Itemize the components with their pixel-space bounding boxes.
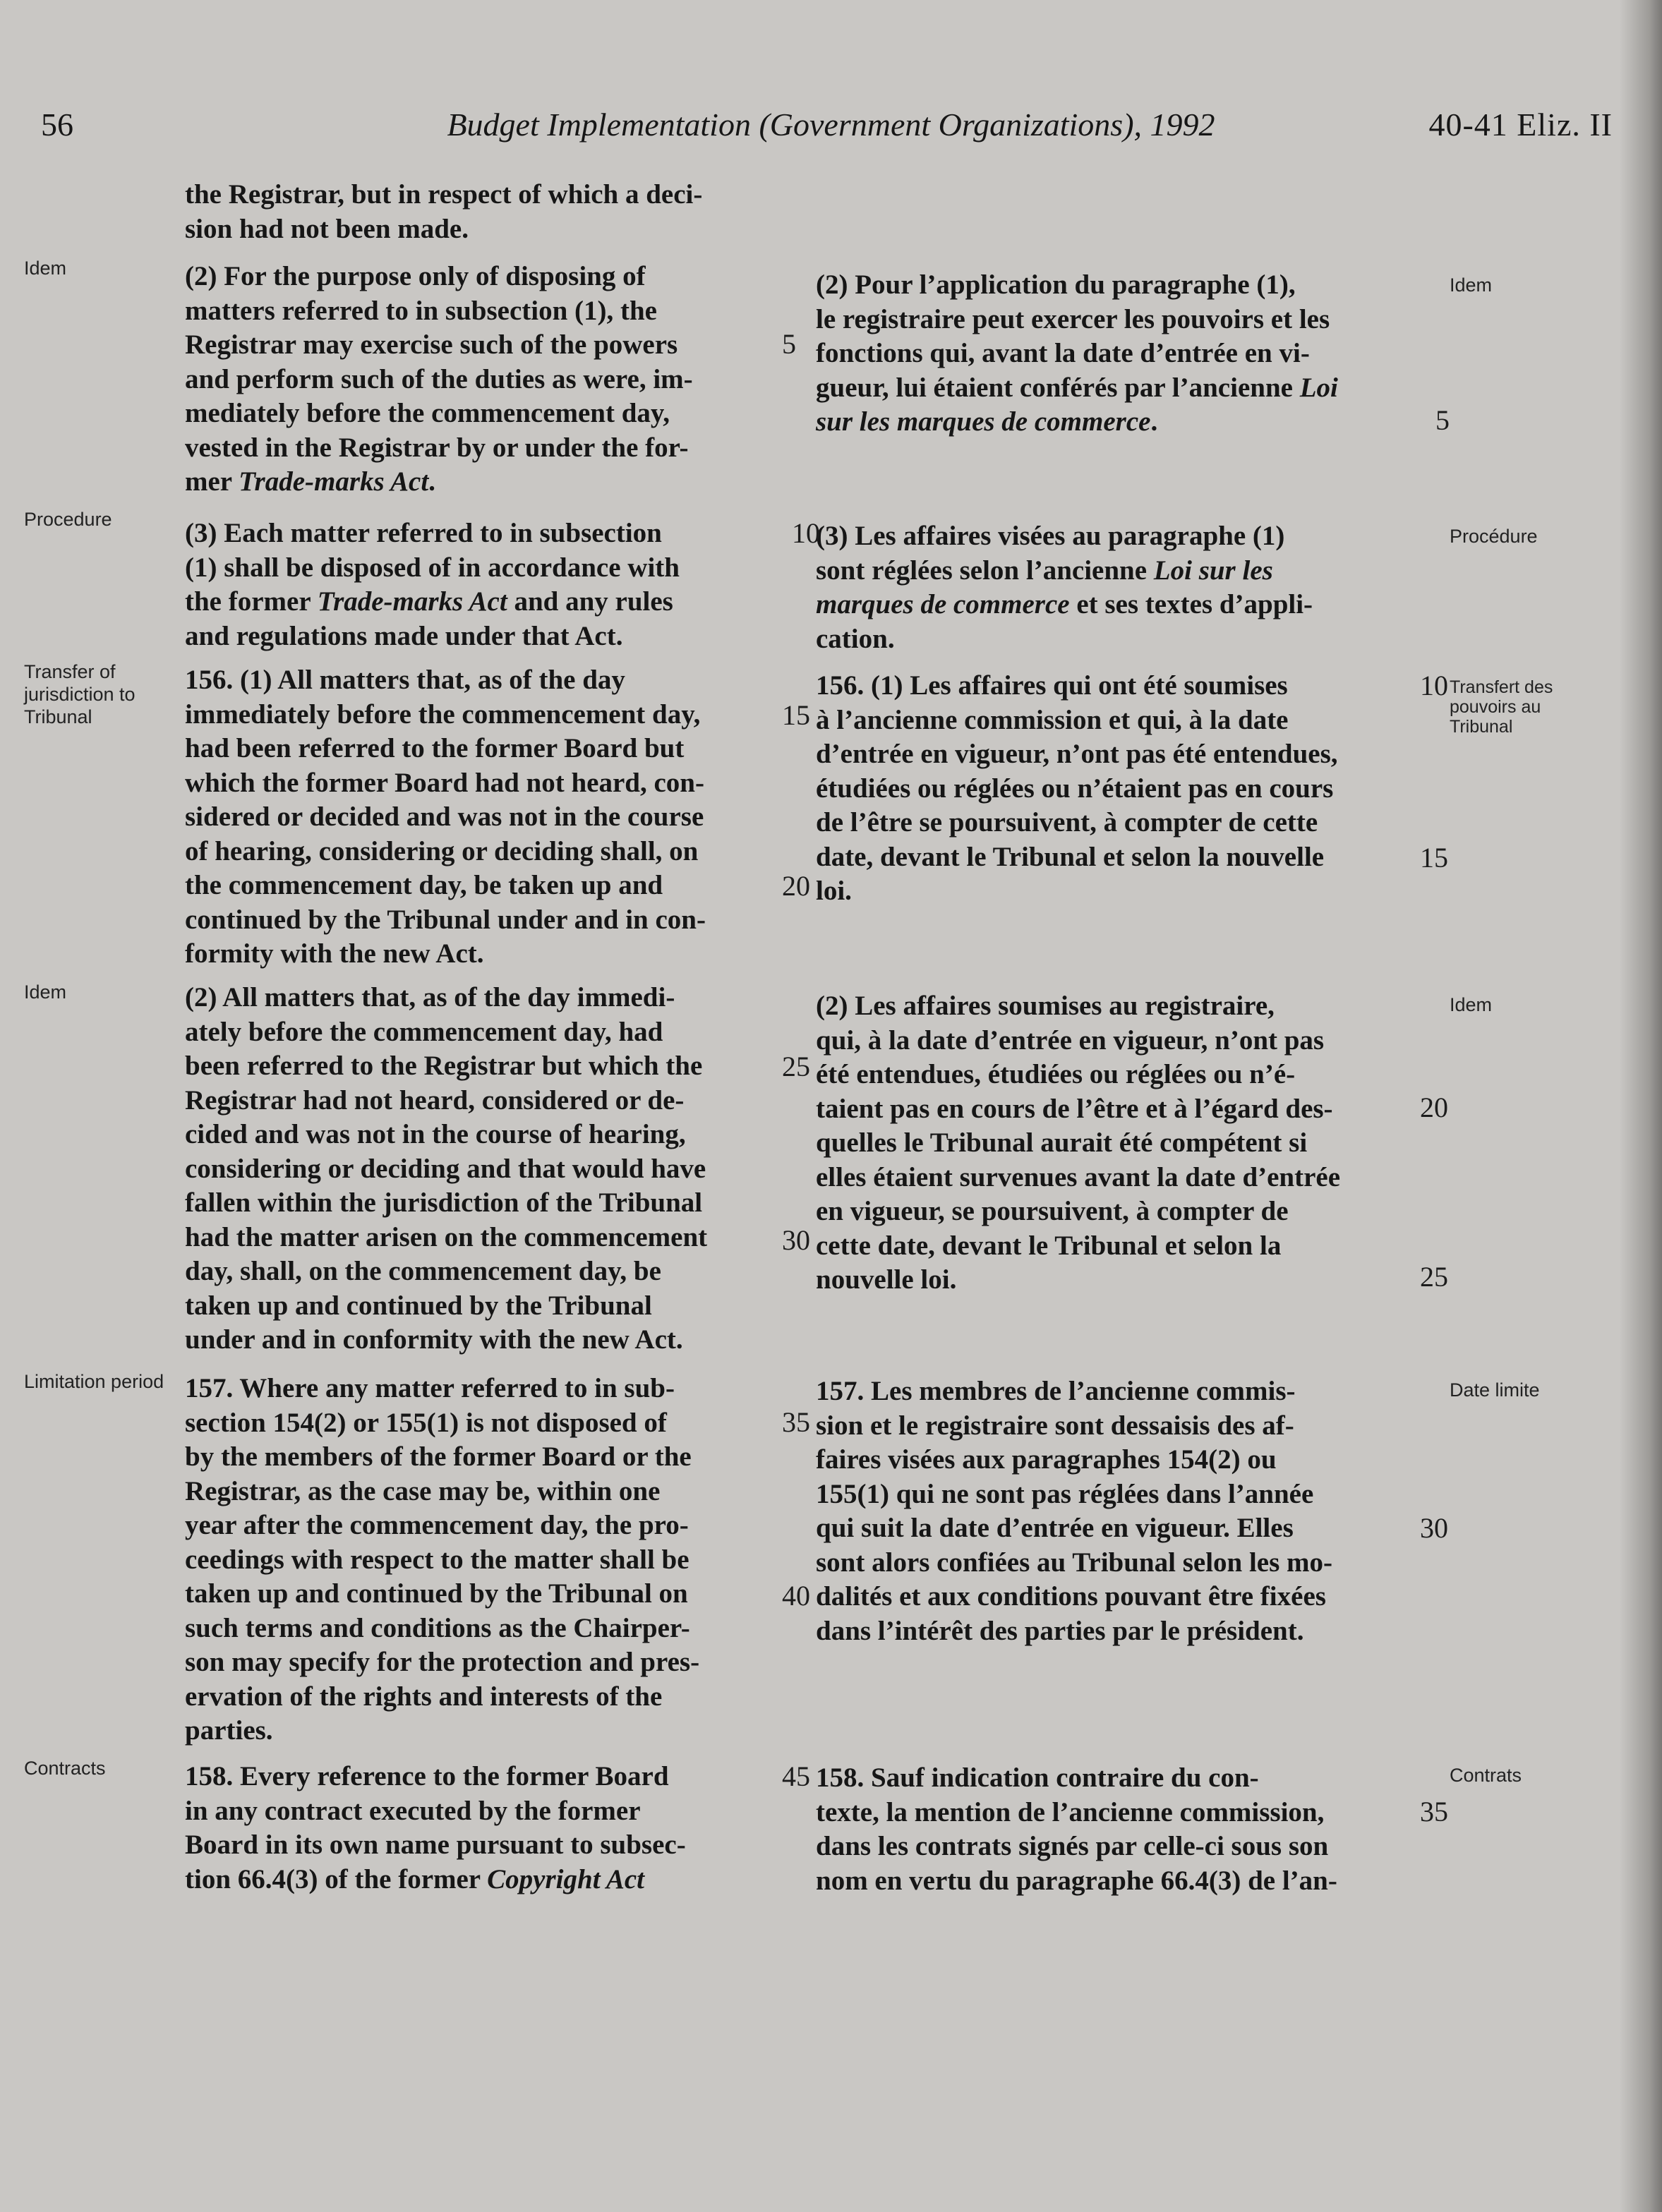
page-edge-shadow: [1620, 0, 1662, 2212]
regnal-year: 40-41 Eliz. II: [1428, 107, 1613, 143]
margin-note-contracts: Contracts: [24, 1758, 106, 1779]
line-number-fr: 10: [1420, 670, 1448, 701]
line-number-fr: 25: [1420, 1261, 1448, 1293]
page-number: 56: [41, 107, 73, 143]
margin-note-idem-fr: Idem: [1450, 994, 1493, 1015]
line-number-fr: 20: [1420, 1092, 1448, 1123]
english-paragraph-continuation: the Registrar, but in respect of which a deci- sion had not been made.: [185, 179, 703, 244]
line-number-en: 25: [782, 1051, 810, 1082]
margin-note-idem: Idem: [24, 258, 67, 279]
margin-note-procedure: Procedure: [24, 509, 112, 530]
english-paragraph-155-3: (3) Each matter referred to in subsection (1) shall be disposed of in accordance with the former Trade-marks Act and any rules and regulations made under that Act.: [185, 518, 680, 651]
running-title: Budget Implementation (Government Organizations), 1992: [447, 107, 1215, 143]
line-number-fr: 15: [1420, 842, 1448, 874]
margin-note-transfer: Transfer of jurisdiction to Tribunal: [24, 661, 136, 727]
line-number-fr: 5: [1435, 404, 1450, 436]
line-number-en: 35: [782, 1406, 810, 1438]
margin-note-contracts-fr: Contrats: [1450, 1765, 1522, 1786]
french-section-157: 157. Les membres de l’ancienne commis- sion et le registraire sont dessaisis des af- faires visées aux paragraphes 154(2) ou 155(1) qui ne sont pas réglées dans l’année qui suit la date d’entrée en vigueur. Elles sont alors confiées au Tribunal selon les mo- dalités et aux conditions pouvant être fixées dans l’intérêt des parties par le président.: [816, 1376, 1333, 1646]
margin-note-procedure-fr: Procédure: [1450, 526, 1538, 547]
english-section-157: 157. Where any matter referred to in sub- section 154(2) or 155(1) is not disposed of by the members of the former Board or the Registrar, as the case may be, within one year after the commencement day, the pro- ceedings with respect to the matter shall be taken up and continued by the Tribunal on such terms and conditions as the Chairper- son may specify for the protection and pres- ervation of the rights and interests of the parties.: [185, 1373, 700, 1746]
margin-note-limitation-fr: Date limite: [1450, 1379, 1540, 1401]
line-number-en: 5: [782, 328, 796, 360]
margin-note-transfer-fr: Transfert des pouvoirs au Tribunal: [1450, 677, 1553, 737]
french-paragraph-155-3: (3) Les affaires visées au paragraphe (1) sont réglées selon l’ancienne Loi sur les marques de commerce et ses textes d’appli- cation.: [816, 521, 1313, 654]
english-section-156-2: (2) All matters that, as of the day immedi- ately before the commencement day, had been referred to the Registrar but which the Registrar had not heard, considered or de- cided and was not in the course of hearing, considering or deciding and that would have fallen within the jurisdiction of the Tribunal had the matter arisen on the commencement day, shall, on the commencement day, be taken up and continued by the Tribunal under and in conformity with the new Act.: [185, 982, 708, 1355]
margin-note-idem-fr: Idem: [1450, 274, 1493, 296]
english-section-156-1: 156. (1) All matters that, as of the day immediately before the commencement day, had been referred to the former Board but which the former Board had not heard, con- sidered or decided and was not in the course of hearing, considering or deciding shall, on the commencement day, be taken up and continued by the Tribunal under and in con- formity with the new Act.: [185, 665, 706, 969]
french-section-156-1: 156. (1) Les affaires qui ont été soumises à l’ancienne commission et qui, à la date d’entrée en vigueur, n’ont pas été entendues, étudiées ou réglées ou n’étaient pas en cours de l’être se poursuivent, à compter de cette date, devant le Tribunal et selon la nouvelle loi.: [816, 670, 1338, 906]
french-paragraph-155-2: (2) Pour l’application du paragraphe (1), le registraire peut exercer les pouvoirs et les fonctions qui, avant la date d’entrée en vi- gueur, lui étaient conférés par l’ancienne Loi sur les marques de commerce.: [816, 270, 1338, 437]
french-section-156-2: (2) Les affaires soumises au registraire, qui, à la date d’entrée en vigueur, n’ont pas été entendues, étudiées ou réglées ou n’é- taient pas en cours de l’être et à l’égard des- quelles le Tribunal aurait été compétent si elles étaient survenues avant la date d’entrée en vigueur, se poursuivent, à compter de cette date, devant le Tribunal et selon la nouvelle loi.: [816, 991, 1341, 1295]
line-number-en: 10: [792, 517, 820, 549]
margin-note-limitation: Limitation period: [24, 1371, 164, 1392]
english-paragraph-155-2: (2) For the purpose only of disposing of matters referred to in subsection (1), the Registrar may exercise such of the powers and perform such of the duties as were, im- mediately before the commencement day, vested in the Registrar by or under the for- mer Trade-marks Act.: [185, 261, 693, 497]
margin-note-idem: Idem: [24, 981, 67, 1003]
line-number-en: 20: [782, 870, 810, 902]
line-number-en: 15: [782, 699, 810, 731]
english-section-158: 158. Every reference to the former Board in any contract executed by the former Board in its own name pursuant to subsec- tion 66.4(3) of the former Copyright Act: [185, 1761, 686, 1894]
line-number-fr: 30: [1420, 1512, 1448, 1544]
line-number-en: 45: [782, 1760, 810, 1792]
french-section-158: 158. Sauf indication contraire du con- texte, la mention de l’ancienne commission, dans les contrats signés par celle-ci sous son nom en vertu du paragraphe 66.4(3) de l’an-: [816, 1763, 1337, 1896]
line-number-en: 40: [782, 1580, 810, 1612]
line-number-fr: 35: [1420, 1796, 1448, 1827]
line-number-en: 30: [782, 1224, 810, 1256]
